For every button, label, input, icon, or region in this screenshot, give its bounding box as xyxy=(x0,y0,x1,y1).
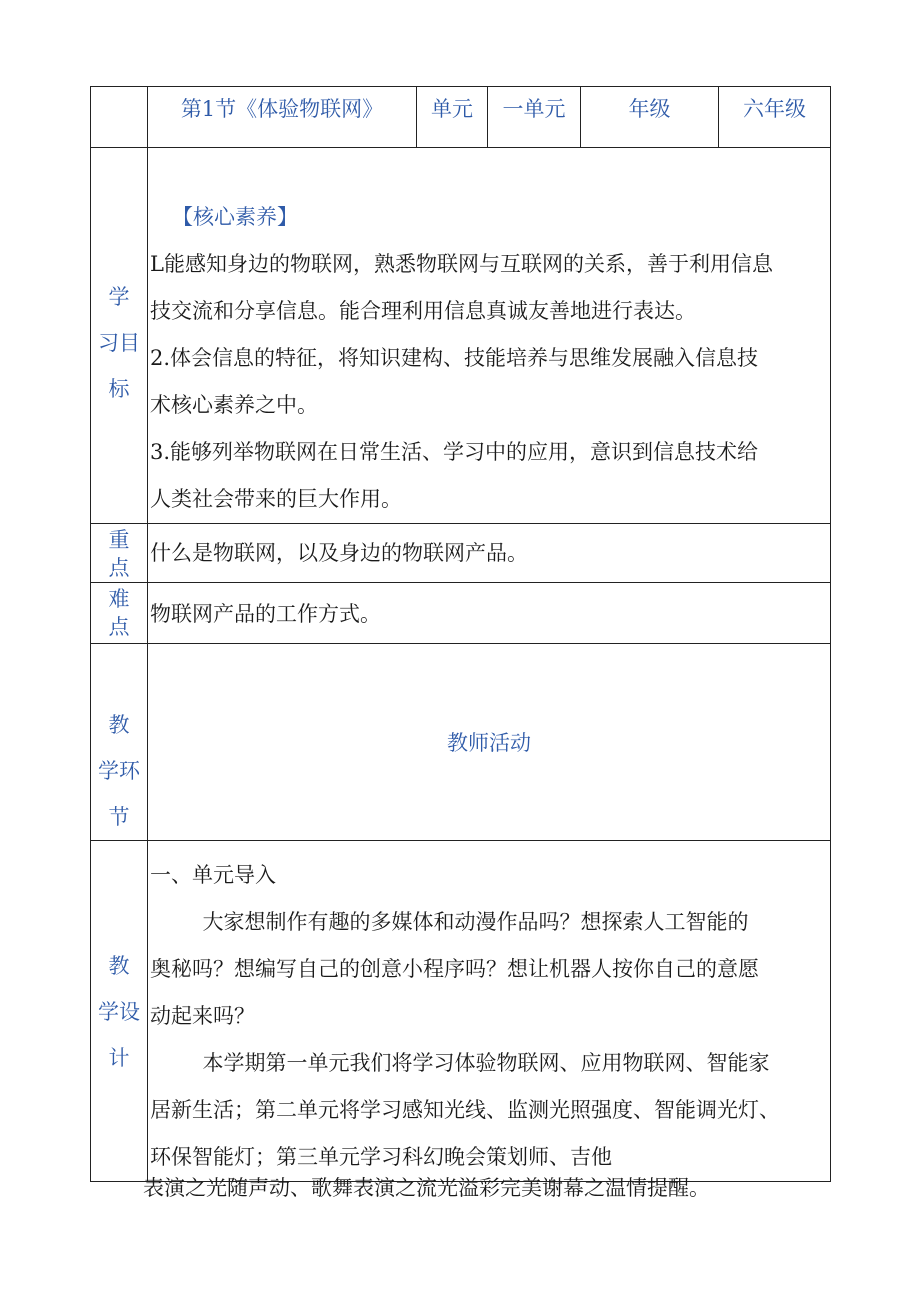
design-label-3: 计 xyxy=(108,1046,130,1070)
unit-label: 单元 xyxy=(417,87,488,148)
header-blank-cell xyxy=(91,87,148,148)
objectives-side-label xyxy=(91,148,148,524)
objective-1-line-b: 技交流和分享信息。能合理利用信息真诚友善地进行表达。 xyxy=(150,299,696,323)
key-point-label-1: 重 xyxy=(108,528,130,552)
design-para1-line-c: 动起来吗？ xyxy=(150,1004,255,1028)
objectives-label-1: 学 xyxy=(108,285,130,309)
trailing-paragraph: 表演之光随声动、歌舞表演之流光溢彩完美谢幕之温情提醒。 xyxy=(143,1176,710,1200)
objectives-heading: 【核心素养】 xyxy=(172,205,298,229)
difficulty-label-2: 点 xyxy=(108,615,130,639)
difficulty-text: 物联网产品的工作方式。 xyxy=(148,583,831,644)
objectives-row xyxy=(91,148,831,524)
design-section-title: 一、单元导入 xyxy=(150,863,276,887)
teaching-stage-row xyxy=(91,644,831,841)
design-para1-line-a: 大家想制作有趣的多媒体和动漫作品吗？想探索人工智能的 xyxy=(202,910,749,934)
design-label-2: 学设 xyxy=(98,1000,140,1024)
difficulty-row xyxy=(91,583,831,644)
design-para2-line-a: 本学期第一单元我们将学习体验物联网、应用物联网、智能家 xyxy=(202,1051,770,1075)
key-point-label xyxy=(91,524,148,583)
objective-3-line-a: 3.能够列举物联网在日常生活、学习中的应用，意识到信息技术给 xyxy=(150,440,759,464)
lesson-plan-table xyxy=(90,86,831,1182)
objectives-label-2: 习目 xyxy=(98,331,140,355)
objectives-content xyxy=(148,148,831,524)
objective-3-line-b: 人类社会带来的巨大作用。 xyxy=(150,487,402,511)
objective-2-line-b: 术核心素养之中。 xyxy=(150,393,318,417)
design-para1-line-b: 奥秘吗？想编写自己的创意小程序吗？想让机器人按你自己的意愿 xyxy=(150,957,759,981)
objective-1-line-a: L能感知身边的物联网，熟悉物联网与互联网的关系，善于利用信息 xyxy=(150,252,773,276)
design-row xyxy=(91,841,831,1182)
key-point-text: 什么是物联网，以及身边的物联网产品。 xyxy=(148,524,831,583)
unit-value: 一单元 xyxy=(488,87,581,148)
design-label xyxy=(91,841,148,1182)
teaching-stage-label-3: 节 xyxy=(108,805,130,829)
grade-label: 年级 xyxy=(581,87,719,148)
difficulty-label xyxy=(91,583,148,644)
objective-2-line-a: 2.体会信息的特征，将知识建构、技能培养与思维发展融入信息技 xyxy=(150,346,759,370)
lesson-title: 第1节《体验物联网》 xyxy=(148,87,417,148)
grade-value: 六年级 xyxy=(719,87,831,148)
objectives-label-3: 标 xyxy=(108,377,130,401)
teaching-stage-label-2: 学环 xyxy=(98,759,140,783)
design-label-1: 教 xyxy=(108,954,130,978)
teaching-stage-label xyxy=(91,644,148,841)
header-row xyxy=(91,87,831,148)
teaching-stage-label-1: 教 xyxy=(108,713,130,737)
design-para2-line-b: 居新生活；第二单元将学习感知光线、监测光照强度、智能调光灯、 xyxy=(150,1098,780,1122)
key-point-row xyxy=(91,524,831,583)
teacher-activity-heading: 教师活动 xyxy=(148,644,831,841)
key-point-label-2: 点 xyxy=(108,556,130,580)
difficulty-label-1: 难 xyxy=(108,587,130,611)
design-para2-line-c: 环保智能灯；第三单元学习科幻晚会策划师、吉他 xyxy=(150,1145,612,1169)
design-content xyxy=(148,841,831,1182)
